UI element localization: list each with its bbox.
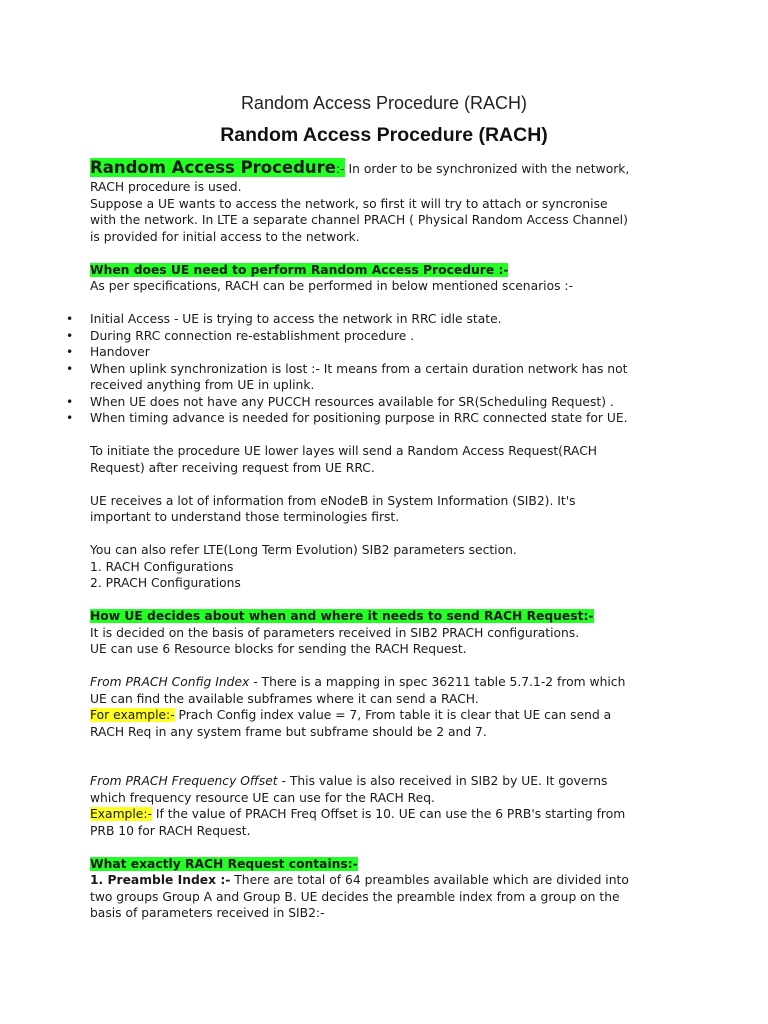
intro-text: In order to be synchronized with the network, — [344, 162, 630, 176]
freq-offset-paragraph: From PRACH Frequency Offset - This value is also received in SIB2 by UE. It governs — [90, 774, 608, 788]
example-label: For example:- — [90, 708, 175, 722]
config-index-paragraph: From PRACH Config Index - There is a mapping in spec 36211 table 5.7.1-2 from which — [90, 675, 626, 689]
section-title: Random Access Procedure (RACH) — [220, 124, 548, 146]
list-item: • During RRC connection re-establishment procedure . — [66, 328, 415, 343]
preamble-label: 1. Preamble Index :- — [90, 873, 231, 887]
freq-example: Example:- If the value of PRACH Freq Offset is 10. UE can use the 6 PRB's starting from — [90, 807, 626, 821]
section-heading: When does UE need to perform Random Access Procedure :- — [90, 262, 509, 277]
bullet-icon: • — [66, 361, 74, 376]
config-example: For example:- Prach Config index value = 7, From table it is clear that UE can send a — [90, 708, 612, 722]
paragraph-line: To initiate the procedure UE lower layes will send a Random Access Request(RACH — [90, 444, 598, 458]
page-title: Random Access Procedure (RACH) — [240, 93, 528, 113]
example-label: Example:- — [90, 807, 152, 821]
intro-line: Suppose a UE wants to access the network, so first it will try to attach or syncronise — [90, 196, 608, 211]
paragraph-line: Request) after receiving request from UE RRC. — [90, 460, 375, 475]
paragraph-line: 2. PRACH Configurations — [90, 576, 241, 590]
section-heading: What exactly RACH Request contains:- — [90, 856, 358, 871]
paragraph-line: 1. RACH Configurations — [90, 559, 234, 574]
bullet-icon: • — [66, 345, 74, 359]
intro-line: RACH procedure is used. — [90, 180, 242, 194]
list-item: • Handover — [66, 345, 150, 359]
preamble-paragraph: 1. Preamble Index :- There are total of 64 preambles available which are divided into — [90, 873, 629, 887]
paragraph-line: important to understand those terminologies first. — [90, 510, 400, 524]
scenario-list — [66, 311, 690, 427]
intro-label: Random Access Procedure — [90, 158, 337, 177]
paragraph-line: PRB 10 for RACH Request. — [90, 823, 251, 838]
freq-offset-label: From PRACH Frequency Offset — [90, 774, 278, 788]
paragraph-line: which frequency resource UE can use for the RACH Req. — [90, 790, 435, 805]
intro-label-highlight — [90, 158, 345, 177]
section-text: It is decided on the basis of parameters received in SIB2 PRACH configurations. — [90, 625, 580, 640]
paragraph-line: two groups Group A and Group B. UE decides the preamble index from a group on the — [90, 889, 620, 904]
paragraph-line: UE receives a lot of information from eNodeB in System Information (SIB2). It's — [90, 493, 576, 508]
list-item: • When timing advance is needed for positioning purpose in RRC connected state for UE. — [66, 411, 628, 425]
paragraph-line: You can also refer LTE(Long Term Evolution) SIB2 parameters section. — [90, 543, 517, 557]
paragraph-line: RACH Req in any system frame but subframe should be 2 and 7. — [90, 724, 487, 739]
list-item: • Initial Access - UE is trying to access the network in RRC idle state. — [66, 312, 502, 326]
intro-line: is provided for initial access to the network. — [90, 229, 360, 244]
bullet-icon: • — [66, 394, 74, 409]
bullet-icon: • — [66, 312, 74, 326]
list-item: • When UE does not have any PUCCH resources available for SR(Scheduling Request) . — [66, 394, 614, 409]
document-body — [66, 158, 690, 922]
section-text: As per specifications, RACH can be performed in below mentioned scenarios :- — [90, 279, 574, 293]
intro-paragraph — [90, 158, 690, 179]
bullet-icon: • — [66, 411, 74, 425]
intro-line: with the network. In LTE a separate channel PRACH ( Physical Random Access Channel) — [90, 213, 628, 227]
config-index-label: From PRACH Config Index — [90, 675, 250, 689]
bullet-icon: • — [66, 328, 74, 343]
section-text: UE can use 6 Resource blocks for sending the RACH Request. — [90, 642, 467, 656]
list-item: • When uplink synchronization is lost :- It means from a certain duration network has not received anything from UE in uplink. — [66, 361, 628, 392]
intro-label-suffix: :- — [336, 162, 345, 176]
paragraph-line: basis of parameters received in SIB2:- — [90, 906, 325, 920]
paragraph-line: UE can find the available subframes where it can send a RACH. — [90, 691, 479, 706]
section-heading: How UE decides about when and where it needs to send RACH Request:- — [90, 609, 594, 623]
